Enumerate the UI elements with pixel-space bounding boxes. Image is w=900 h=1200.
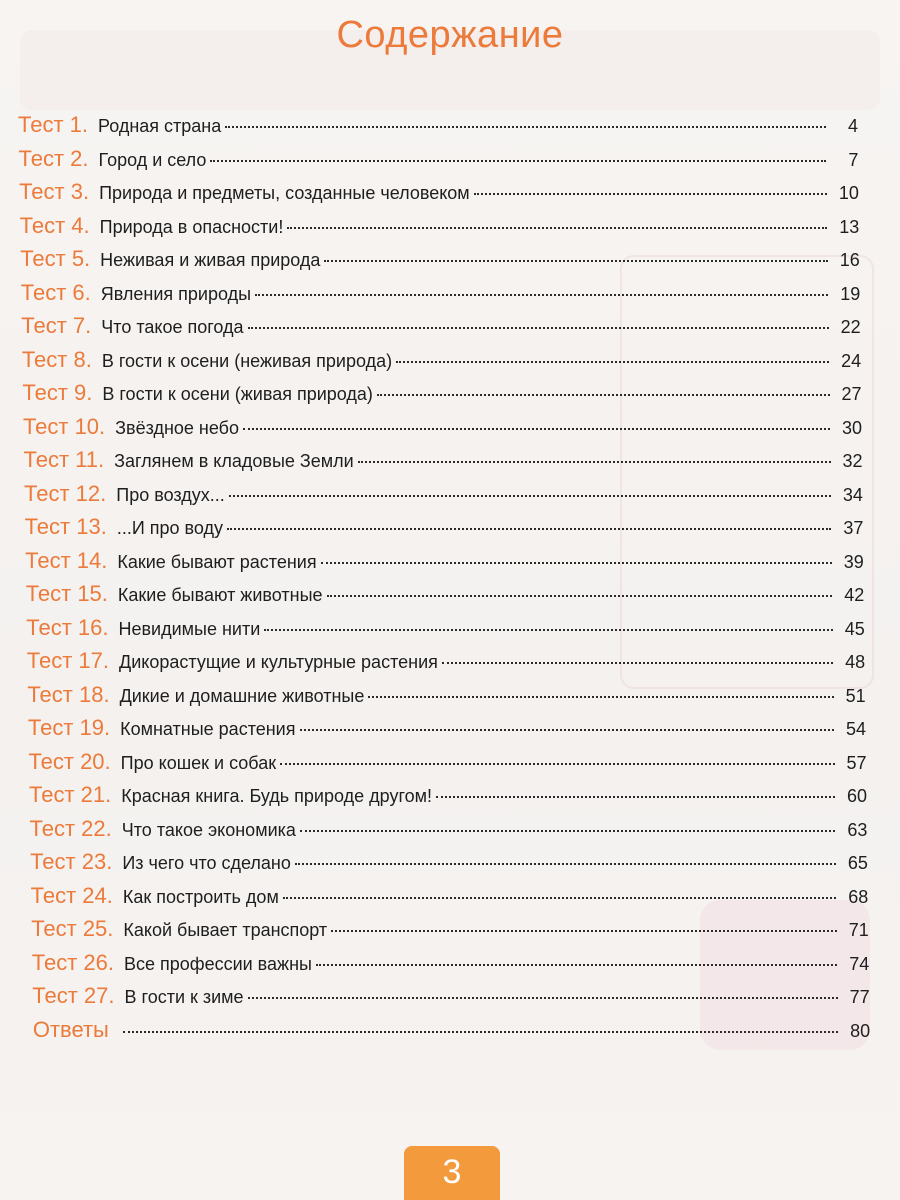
- toc-entry-title: Неживая и живая природа: [100, 250, 321, 270]
- toc-entry-number: Тест 15.: [25, 581, 108, 606]
- toc-entry-number: Тест 22.: [29, 815, 112, 841]
- toc-entry: [20, 213, 860, 245]
- toc-leader-dots: [280, 763, 834, 765]
- toc-entry: [27, 682, 865, 714]
- toc-entry-number: Тест 21.: [29, 782, 112, 807]
- toc-entry-page: 71: [848, 920, 869, 940]
- toc-entry: [21, 313, 860, 345]
- toc-entry-title: Красная книга. Будь природе другом!: [121, 786, 432, 806]
- toc-entry-number: Тест 8.: [21, 346, 92, 372]
- toc-entry-page: 48: [845, 652, 866, 672]
- toc-entry: [31, 883, 869, 915]
- toc-leader-dots: [264, 629, 832, 631]
- toc-entry-title: Явления природы: [100, 283, 252, 304]
- toc-entry-number: Тест 9.: [22, 380, 93, 405]
- toc-entry-page: 39: [843, 551, 864, 572]
- toc-entry-page: 10: [838, 183, 859, 203]
- toc-entry: [28, 749, 866, 781]
- toc-leader-dots: [229, 495, 831, 497]
- toc-entry-number: Тест 16.: [26, 614, 109, 640]
- page-title: Содержание: [336, 14, 564, 56]
- toc-entry-number: Тест 23.: [30, 849, 113, 874]
- toc-entry-page: 37: [843, 518, 864, 538]
- toc-leader-dots: [248, 997, 838, 999]
- page-number-badge: 3: [404, 1146, 500, 1200]
- toc-entry-title: Природа в опасности!: [99, 216, 284, 237]
- toc-entry-page: 24: [841, 350, 862, 371]
- toc-entry-number: Ответы: [32, 1016, 109, 1042]
- toc-leader-dots: [436, 796, 835, 798]
- toc-entry-number: Тест 2.: [18, 145, 89, 171]
- toc-entry-number: Тест 10.: [22, 413, 106, 439]
- toc-entry-page: 77: [849, 987, 870, 1007]
- toc-leader-dots: [287, 227, 827, 229]
- toc-leader-dots: [243, 428, 830, 430]
- toc-leader-dots: [210, 160, 826, 162]
- toc-entry-number: Тест 13.: [24, 514, 107, 539]
- toc-entry: [26, 581, 865, 613]
- toc-leader-dots: [474, 193, 827, 195]
- toc-entry-title: Невидимые нити: [118, 618, 261, 639]
- toc-entry-number: Тест 5.: [20, 246, 91, 271]
- toc-entry-title: Про кошек и собак: [120, 752, 277, 773]
- toc-entry-number: Тест 3.: [19, 179, 90, 204]
- toc-entry-title: Город и село: [98, 149, 207, 170]
- toc-entry-page: 34: [842, 484, 863, 505]
- toc-entry: [26, 615, 865, 647]
- toc-entry: [22, 347, 861, 379]
- toc-leader-dots: [321, 562, 832, 564]
- toc-leader-dots: [255, 294, 828, 296]
- toc-entry-title: Про воздух...: [116, 484, 225, 505]
- toc-entry-title: Заглянем в кладовые Земли: [114, 451, 354, 471]
- toc-entry-page: 45: [844, 618, 865, 639]
- toc-leader-dots: [327, 595, 833, 597]
- toc-leader-dots: [368, 696, 833, 698]
- toc-entry-number: Тест 25.: [31, 916, 114, 941]
- toc-entry-number: Тест 7.: [21, 313, 92, 338]
- toc-entry: [19, 146, 859, 178]
- toc-entry-number: Тест 12.: [24, 480, 107, 506]
- toc-leader-dots: [442, 662, 833, 664]
- toc-entry-page: 80: [850, 1020, 871, 1041]
- toc-entry: [24, 447, 863, 479]
- toc-leader-dots: [316, 964, 837, 966]
- toc-entry-title: Какие бывают растения: [117, 551, 317, 572]
- toc-leader-dots: [283, 897, 837, 899]
- toc-entry-page: 68: [848, 886, 869, 907]
- toc-entry-title: В гости к осени (неживая природа): [101, 350, 393, 371]
- toc-leader-dots: [300, 830, 836, 832]
- toc-entry-number: Тест 26.: [31, 949, 114, 975]
- toc-entry-page: 7: [848, 149, 859, 170]
- toc-entry-page: 22: [840, 317, 861, 337]
- toc-leader-dots: [396, 361, 829, 363]
- toc-entry: [32, 950, 870, 982]
- toc-entry-page: 57: [846, 752, 867, 773]
- toc-leader-dots: [123, 1031, 838, 1033]
- toc-entry: [23, 414, 862, 446]
- toc-entry-number: Тест 18.: [27, 681, 110, 707]
- toc-entry: [20, 246, 860, 278]
- toc-entry-page: 74: [849, 953, 870, 974]
- toc-leader-dots: [248, 327, 829, 329]
- toc-leader-dots: [358, 461, 831, 463]
- toc-entry-number: Тест 17.: [26, 648, 110, 673]
- toc-leader-dots: [300, 729, 835, 731]
- toc-entry-title: Звёздное небо: [115, 417, 239, 438]
- toc-entry-number: Тест 11.: [23, 447, 105, 472]
- toc-entry-page: 30: [842, 417, 863, 438]
- toc-entry: [25, 548, 864, 580]
- toc-entry-number: Тест 4.: [19, 212, 90, 238]
- toc-entry-title: Какой бывает транспорт: [123, 920, 328, 940]
- toc-entry-title: Все профессии важны: [123, 953, 312, 974]
- toc-entry-title: Дикие и домашние животные: [119, 685, 365, 706]
- toc-entry-page: 63: [847, 819, 868, 840]
- toc-entry-page: 65: [847, 853, 868, 873]
- toc-entry-page: 32: [842, 451, 863, 471]
- toc-entry-page: 60: [846, 786, 867, 806]
- toc-entry-title: Как построить дом: [122, 886, 279, 907]
- toc-entry: [33, 1017, 870, 1049]
- toc-entry-title: Комнатные растения: [120, 719, 296, 739]
- toc-entry: [24, 481, 863, 513]
- toc-entry-number: Тест 27.: [32, 983, 115, 1008]
- toc-entry-number: Тест 20.: [28, 748, 111, 774]
- toc-entry-number: Тест 1.: [18, 112, 88, 137]
- toc-entry: [31, 916, 869, 948]
- toc-entry-page: 54: [846, 719, 867, 739]
- toc-entry-title: В гости к осени (живая природа): [102, 384, 373, 404]
- toc-entry-number: Тест 24.: [30, 882, 113, 908]
- toc-entry-page: 27: [841, 384, 862, 404]
- toc-leader-dots: [227, 528, 831, 530]
- toc-entry-number: Тест 6.: [20, 279, 91, 305]
- toc-entry-title: Из чего что сделано: [122, 853, 291, 873]
- toc-leader-dots: [331, 930, 837, 932]
- toc-entry: [19, 179, 859, 211]
- toc-entry-page: 19: [840, 283, 861, 304]
- toc-entry-title: В гости к зиме: [124, 987, 244, 1007]
- toc-leader-dots: [324, 260, 827, 262]
- toc-entry: [25, 514, 864, 546]
- toc-entry-title: Дикорастущие и культурные растения: [119, 652, 438, 672]
- toc-leader-dots: [225, 126, 826, 128]
- toc-entry-page: 13: [839, 216, 860, 237]
- toc-entry: [21, 280, 861, 312]
- toc-entry: [27, 648, 865, 680]
- toc-entry: [22, 380, 861, 412]
- toc-entry-title: Природа и предметы, созданные человеком: [99, 183, 470, 203]
- toc-entry: [29, 782, 867, 814]
- toc-entry-page: 16: [839, 250, 860, 270]
- toc-entry: [30, 816, 868, 848]
- toc-entry-title: ...И про воду: [116, 518, 224, 538]
- toc-entry-page: 42: [844, 585, 865, 605]
- toc-entry-number: Тест 14.: [25, 547, 108, 573]
- toc-entry-page: 4: [847, 116, 858, 136]
- toc-leader-dots: [377, 394, 830, 396]
- toc-entry-title: Что такое погода: [101, 317, 244, 337]
- toc-entry: [18, 112, 858, 144]
- toc-leader-dots: [295, 863, 836, 865]
- toc-entry-number: Тест 19.: [27, 715, 111, 740]
- toc-entry-title: Родная страна: [97, 116, 222, 136]
- toc-entry-page: 51: [845, 685, 866, 706]
- toc-entry: [30, 849, 868, 881]
- toc-entry: [28, 715, 866, 747]
- toc-entry-title: Что такое экономика: [121, 819, 296, 840]
- toc-entry-title: Какие бывают животные: [117, 585, 323, 605]
- toc-entry: [32, 983, 869, 1015]
